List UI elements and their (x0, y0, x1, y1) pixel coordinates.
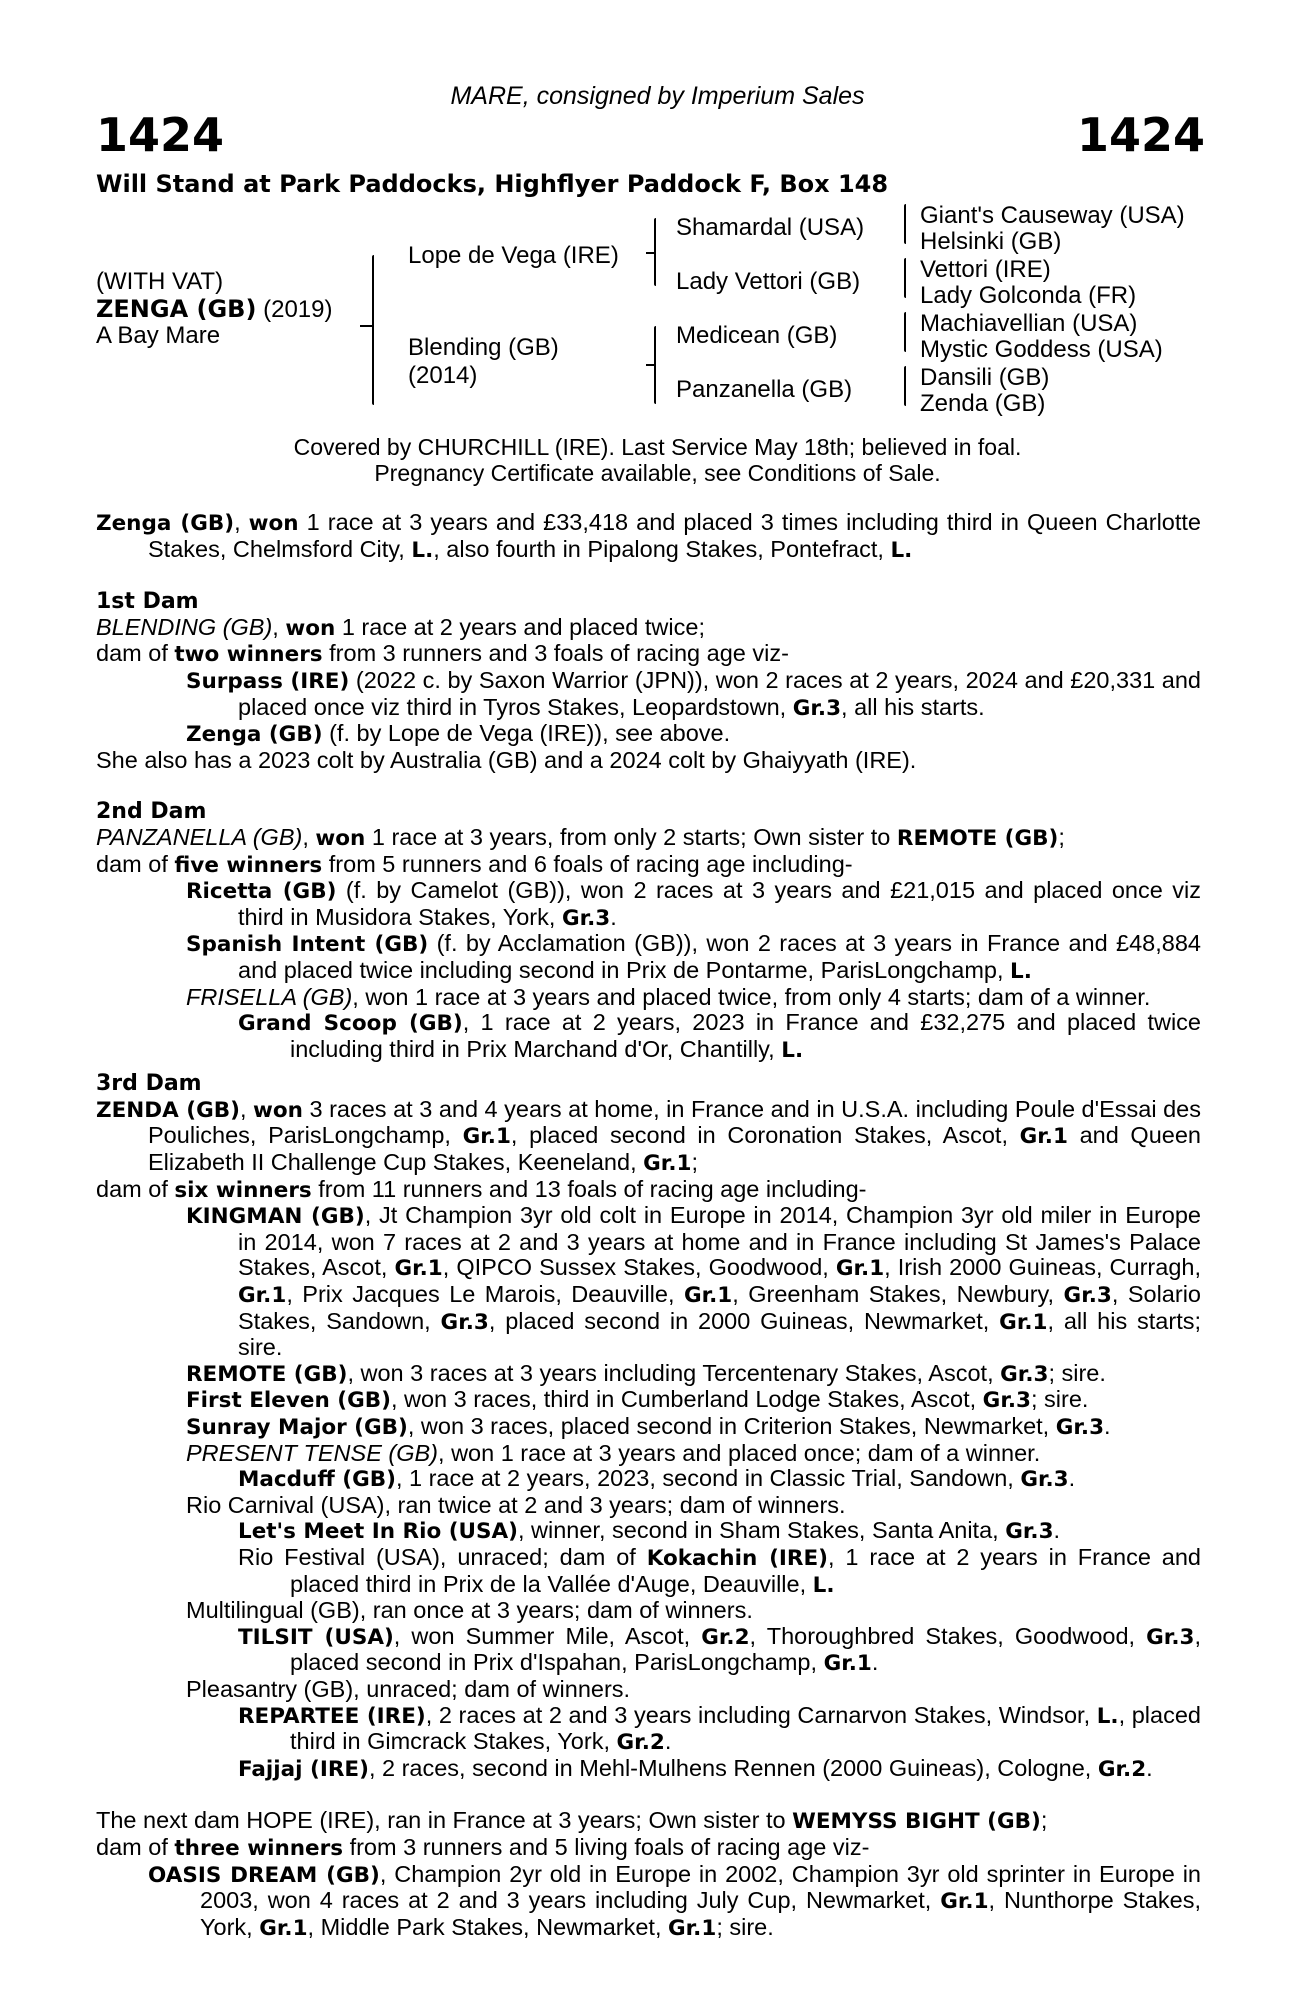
dam-bracket-tip (646, 364, 654, 366)
sire-bracket (654, 218, 656, 286)
produce-rio-carnival: Rio Carnival (USA), ran twice at 2 and 3 years; dam of winners. (186, 1491, 846, 1518)
produce-frisella: FRISELLA (GB), won 1 race at 3 years and placed twice, from only 4 starts; dam of a winner. (186, 983, 1151, 1010)
produce-spanish-intent: Spanish Intent (GB) (f. by Acclamation (GB)), won 2 races at 3 years in France and £48,884 and placed twice including second in Prix de Pontarme, ParisLongchamp, L. (186, 930, 1201, 984)
ped-sss: Giant's Causeway (USA) (920, 202, 1185, 229)
horse-name-line (96, 295, 333, 324)
third-dam-heading: 3rd Dam (96, 1071, 202, 1097)
first-dam-summary: BLENDING (GB), won 1 race at 2 years and placed twice; (96, 613, 705, 641)
sire-dam: Lady Vettori (GB) (676, 268, 861, 295)
second-dam-produce: dam of five winners from 5 runners and 6 foals of racing age including- (96, 850, 853, 878)
vat-note: (WITH VAT) (96, 268, 224, 295)
ped-dds: Dansili (GB) (920, 364, 1050, 391)
next-dam-produce: dam of three winners from 3 runners and 5 living foals of racing age viz- (96, 1833, 870, 1861)
produce-sunray-major: Sunray Major (GB), won 3 races, placed second in Criterion Stakes, Newmarket, Gr.3. (186, 1413, 1111, 1440)
horse-name: ZENGA (GB) (96, 295, 257, 323)
third-dam-produce: dam of six winners from 11 runners and 13 foals of racing age including- (96, 1175, 867, 1203)
dam-dam: Panzanella (GB) (676, 376, 853, 403)
stand-location: Will Stand at Park Paddocks, Highflyer Paddock F, Box 148 (96, 170, 889, 198)
next-dam-summary: The next dam HOPE (IRE), ran in France at 3 years; Own sister to WEMYSS BIGHT (GB); (96, 1807, 1048, 1835)
horse-description: A Bay Mare (96, 322, 221, 349)
dd-bracket (904, 366, 906, 406)
covered-line: Covered by CHURCHILL (IRE). Last Service May 18th; believed in foal. (293, 434, 1022, 460)
pregnancy-line: Pregnancy Certificate available, see Conditions of Sale. (374, 460, 941, 486)
produce-oasis-dream: OASIS DREAM (GB), Champion 2yr old in Europe in 2002, Champion 3yr old sprinter in Europe in 2003, won 4 races at 2 and 3 years including July Cup, Newmarket, Gr.1, Nunthorpe Stakes, York, Gr.1, Middle Park Stakes, Newmarket, Gr.1; sire. (148, 1860, 1202, 1941)
lot-number-right: 1424 (1076, 108, 1205, 162)
catalogue-body (96, 510, 1201, 1941)
pedigree-bracket-main (372, 255, 374, 405)
produce-lets-meet-in-rio: Let's Meet In Rio (USA), winner, second in Sham Stakes, Santa Anita, Gr.3. (238, 1517, 1061, 1545)
second-dam-summary: PANZANELLA (GB), won 1 race at 3 years, from only 2 starts; Own sister to REMOTE (GB); (96, 823, 1065, 851)
sire: Lope de Vega (IRE) (408, 242, 619, 269)
produce-fajjaj: Fajjaj (IRE), 2 races, second in Mehl-Mulhens Rennen (2000 Guineas), Cologne, Gr.2. (238, 1754, 1153, 1782)
produce-ricetta: Ricetta (GB) (f. by Camelot (GB)), won 2 races at 3 years and £21,015 and placed once viz third in Musidora Stakes, York, Gr.3. (186, 877, 1201, 931)
produce-present-tense: PRESENT TENSE (GB), won 1 race at 3 years and placed once; dam of a winner. (186, 1439, 1041, 1466)
produce-tilsit: TILSIT (USA), won Summer Mile, Ascot, Gr.2, Thoroughbred Stakes, Goodwood, Gr.3, placed second in Prix d'Ispahan, ParisLongchamp, Gr.1. (238, 1622, 1201, 1677)
ped-dsd: Mystic Goddess (USA) (920, 336, 1163, 363)
produce-zenga: Zenga (GB) (f. by Lope de Vega (IRE)), see above. (186, 720, 731, 748)
first-dam-heading: 1st Dam (96, 589, 199, 615)
produce-macduff: Macduff (GB), 1 race at 2 years, 2023, second in Classic Trial, Sandown, Gr.3. (238, 1465, 1076, 1493)
horse-year: (2019) (256, 296, 333, 323)
consignor-line: MARE, consigned by Imperium Sales (450, 82, 865, 110)
dam-sire: Medicean (GB) (676, 322, 838, 349)
ped-dss: Machiavellian (USA) (920, 310, 1138, 337)
third-dam-summary: ZENDA (GB), won 3 races at 3 and 4 years at home, in France and in U.S.A. including Poule d'Essai des Pouliches, ParisLongchamp, Gr.1, placed second in Coronation Stakes, Ascot, Gr.1 and Queen Elizabeth II Challenge Cup Stakes, Keeneland, Gr.1; (96, 1095, 1201, 1177)
produce-pleasantry: Pleasantry (GB), unraced; dam of winners. (186, 1675, 631, 1702)
dam-year: (2014) (408, 362, 478, 389)
dam: Blending (GB) (408, 334, 559, 361)
second-dam-heading: 2nd Dam (96, 799, 207, 825)
horse-summary: Zenga (GB), won 1 race at 3 years and £33,418 and placed 3 times including third in Queen Charlotte Stakes, Chelmsford City, L., also fourth in Pipalong Stakes, Pontefract, L. (96, 509, 1201, 563)
produce-repartee: REPARTEE (IRE), 2 races at 2 and 3 years including Carnarvon Stakes, Windsor, L., placed third in Gimcrack Stakes, York, Gr.2. (238, 1701, 1201, 1756)
produce-remote: REMOTE (GB), won 3 races at 3 years including Tercentenary Stakes, Ascot, Gr.3; sire. (186, 1359, 1106, 1387)
ss-bracket (904, 204, 906, 244)
pedigree-bracket-tip (360, 325, 372, 327)
ped-sds: Vettori (IRE) (920, 256, 1051, 283)
produce-kingman: KINGMAN (GB), Jt Champion 3yr old colt in Europe in 2014, Champion 3yr old miler in Europe in 2014, won 7 races at 2 and 3 years at home and in France including St James's Palace Stakes, Ascot, Gr.1, QIPCO Sussex Stakes, Goodwood, Gr.1, Irish 2000 Guineas, Curragh, Gr.1, Prix Jacques Le Marois, Deauville, Gr.1, Greenham Stakes, Newbury, Gr.3, Solario Stakes, Sandown, Gr.3, placed second in 2000 Guineas, Newmarket, Gr.1, all his starts; sire. (186, 1202, 1202, 1361)
ped-ddd: Zenda (GB) (920, 390, 1046, 417)
ped-sdd: Lady Golconda (FR) (920, 282, 1137, 309)
lot-number-left: 1424 (96, 108, 225, 162)
ds-bracket (904, 312, 906, 352)
first-dam-note: She also has a 2023 colt by Australia (GB) and a 2024 colt by Ghaiyyath (IRE). (96, 746, 917, 773)
first-dam-produce: dam of two winners from 3 runners and 3 foals of racing age viz- (96, 640, 789, 668)
produce-multilingual: Multilingual (GB), ran once at 3 years; dam of winners. (186, 1597, 753, 1624)
produce-rio-festival: Rio Festival (USA), unraced; dam of Kokachin (IRE), 1 race at 2 years in France and placed third in Prix de la Vallée d'Auge, Deauville, L. (238, 1543, 1202, 1598)
ped-ssd: Helsinki (GB) (920, 228, 1062, 255)
produce-surpass: Surpass (IRE) (2022 c. by Saxon Warrior (JPN)), won 2 races at 2 years, 2024 and £20,331 and placed once viz third in Tyros Stakes, Leopardstown, Gr.3, all his starts. (186, 666, 1202, 721)
produce-first-eleven: First Eleven (GB), won 3 races, third in Cumberland Lodge Stakes, Ascot, Gr.3; sire. (186, 1386, 1089, 1414)
sire-bracket-tip (646, 252, 654, 254)
dam-bracket (654, 326, 656, 404)
produce-grand-scoop: Grand Scoop (GB), 1 race at 2 years, 2023 in France and £32,275 and placed twice including third in Prix Marchand d'Or, Chantilly, L. (238, 1009, 1201, 1063)
sd-bracket (904, 258, 906, 298)
sire-sire: Shamardal (USA) (676, 214, 865, 241)
